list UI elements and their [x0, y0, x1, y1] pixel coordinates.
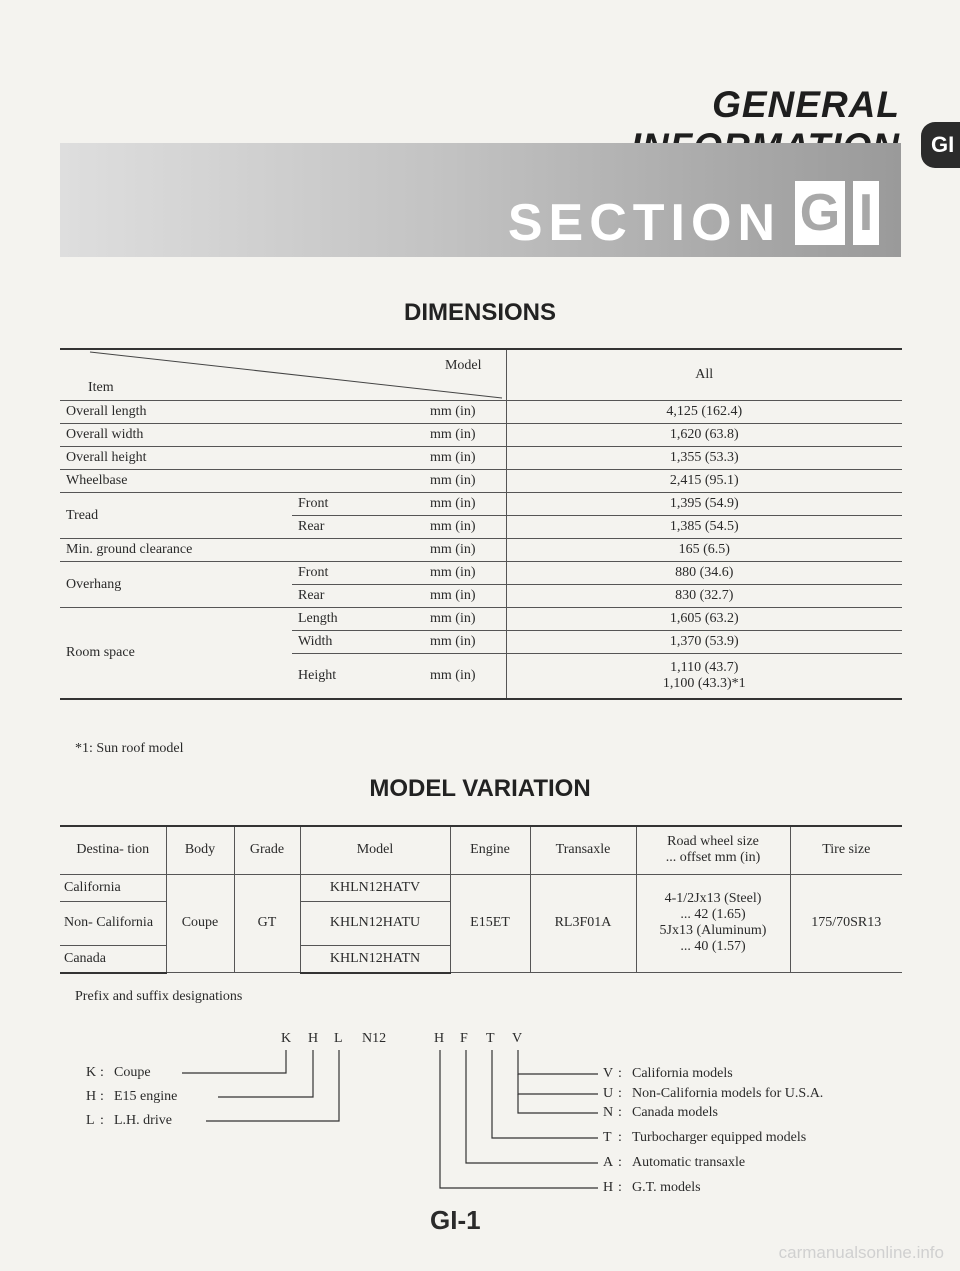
code-letter: N12: [362, 1031, 387, 1046]
tire-cell: 175/70SR13: [790, 874, 902, 973]
row-unit: mm (in): [382, 654, 506, 700]
road-wheel-line: ... 42 (1.65): [680, 907, 746, 923]
legend-code: H: [603, 1180, 614, 1195]
row-unit: mm (in): [382, 516, 506, 539]
code-letter: K: [281, 1031, 292, 1046]
transaxle-cell: RL3F01A: [530, 874, 636, 973]
row-value-line: 1,110 (43.7): [670, 660, 739, 675]
legend-label: Automatic transaxle: [632, 1155, 746, 1170]
row-item: Min. ground clearance: [60, 539, 382, 562]
row-value: 1,370 (53.9): [506, 631, 902, 654]
road-wheel-line: ... 40 (1.57): [680, 939, 746, 955]
grade-cell: GT: [234, 874, 300, 973]
model-cell: KHLN12HATU: [300, 901, 450, 945]
code-letter: T: [486, 1031, 495, 1046]
legend-label: G.T. models: [632, 1180, 701, 1195]
legend-label: Non-California models for U.S.A.: [632, 1086, 824, 1101]
footnote: *1: Sun roof model: [75, 741, 184, 756]
section-banner-letter-g: G: [795, 181, 845, 245]
row-item: Overall length: [60, 401, 382, 424]
row-unit: mm (in): [382, 470, 506, 493]
code-letter: H: [434, 1031, 445, 1046]
code-letter: L: [334, 1031, 343, 1046]
code-letter: V: [512, 1031, 523, 1046]
row-sub: Front: [292, 562, 382, 585]
legend-colon: :: [100, 1065, 104, 1080]
model-cell: KHLN12HATV: [300, 874, 450, 901]
legend-colon: :: [618, 1155, 622, 1170]
row-value: 4,125 (162.4): [506, 401, 902, 424]
page-number: GI-1: [430, 1205, 481, 1235]
row-sub: Width: [292, 631, 382, 654]
row-sub: Rear: [292, 585, 382, 608]
body-cell: Coupe: [166, 874, 234, 973]
destination-cell: Non- California: [60, 901, 166, 945]
legend-label: Turbocharger equipped models: [632, 1130, 807, 1145]
legend-colon: :: [618, 1180, 622, 1195]
row-value: 1,395 (54.9): [506, 493, 902, 516]
row-unit: mm (in): [382, 585, 506, 608]
watermark: carmanualsonline.info: [778, 1243, 944, 1262]
row-item: Room space: [60, 608, 292, 700]
road-wheel-header-line: Road wheel size: [667, 834, 759, 850]
item-label: Item: [88, 380, 114, 395]
row-sub: Height: [292, 654, 382, 700]
legend-colon: :: [100, 1089, 104, 1104]
legend-colon: :: [618, 1086, 622, 1101]
legend-label: E15 engine: [114, 1089, 178, 1104]
legend-label: Canada models: [632, 1105, 718, 1120]
row-unit: mm (in): [382, 608, 506, 631]
legend-colon: :: [618, 1066, 622, 1081]
row-item: Wheelbase: [60, 470, 382, 493]
tire-header: Tire size: [790, 826, 902, 874]
model-cell: KHLN12HATN: [300, 945, 450, 973]
legend-code: N: [603, 1105, 614, 1120]
row-unit: mm (in): [382, 631, 506, 654]
row-value: 830 (32.7): [506, 585, 902, 608]
legend-label: California models: [632, 1066, 733, 1081]
row-value: 165 (6.5): [506, 539, 902, 562]
row-unit: mm (in): [382, 539, 506, 562]
legend-colon: :: [100, 1113, 104, 1128]
legend-label: Coupe: [114, 1065, 151, 1080]
row-value: 1,605 (63.2): [506, 608, 902, 631]
row-value: 1,620 (63.8): [506, 424, 902, 447]
road-wheel-line: 5Jx13 (Aluminum): [659, 923, 767, 939]
row-unit: mm (in): [382, 401, 506, 424]
row-item: Overall width: [60, 424, 382, 447]
dimensions-heading: DIMENSIONS: [403, 299, 556, 326]
legend-colon: :: [618, 1130, 622, 1145]
legend-code: K: [86, 1065, 97, 1080]
row-unit: mm (in): [382, 493, 506, 516]
row-value: 2,415 (95.1): [506, 470, 902, 493]
legend-code: H: [86, 1089, 97, 1104]
legend-code: T: [603, 1130, 612, 1145]
legend-code: U: [603, 1086, 614, 1101]
row-unit: mm (in): [382, 447, 506, 470]
transaxle-header: Transaxle: [530, 826, 636, 874]
engine-cell: E15ET: [450, 874, 530, 973]
legend-code: A: [603, 1155, 614, 1170]
row-value: 1,385 (54.5): [506, 516, 902, 539]
row-item: Tread: [60, 493, 292, 539]
engine-header: Engine: [450, 826, 530, 874]
model-label: Model: [444, 358, 482, 373]
section-title: GENERAL: [712, 84, 900, 125]
code-letter: F: [460, 1031, 468, 1046]
row-item: Overhang: [60, 562, 292, 608]
section-tab: GI: [921, 122, 960, 168]
prefix-title: Prefix and suffix designations: [75, 989, 243, 1004]
row-sub: Length: [292, 608, 382, 631]
model-header: Model: [300, 826, 450, 874]
road-wheel-header-line: ... offset mm (in): [665, 850, 761, 866]
model-variation-heading: MODEL VARIATION: [369, 775, 591, 802]
row-sub: Rear: [292, 516, 382, 539]
destination-cell: Canada: [60, 945, 166, 973]
row-value: 880 (34.6): [506, 562, 902, 585]
legend-colon: :: [618, 1105, 622, 1120]
body-header: Body: [166, 826, 234, 874]
all-column-header: All: [506, 349, 902, 401]
grade-header: Grade: [234, 826, 300, 874]
section-banner-word: SECTION: [507, 194, 781, 252]
legend-code: L: [86, 1113, 95, 1128]
row-unit: mm (in): [382, 562, 506, 585]
row-value-line: 1,100 (43.3)*1: [662, 676, 746, 691]
row-sub: Front: [292, 493, 382, 516]
row-value: 1,355 (53.3): [506, 447, 902, 470]
code-letter: H: [308, 1031, 319, 1046]
road-wheel-line: 4-1/2Jx13 (Steel): [664, 891, 762, 907]
legend-code: V: [603, 1066, 614, 1081]
section-banner-letter-i: I: [853, 181, 879, 245]
destination-header: Destina- tion: [60, 826, 166, 874]
row-unit: mm (in): [382, 424, 506, 447]
destination-cell: California: [60, 874, 166, 901]
row-item: Overall height: [60, 447, 382, 470]
legend-label: L.H. drive: [114, 1113, 172, 1128]
